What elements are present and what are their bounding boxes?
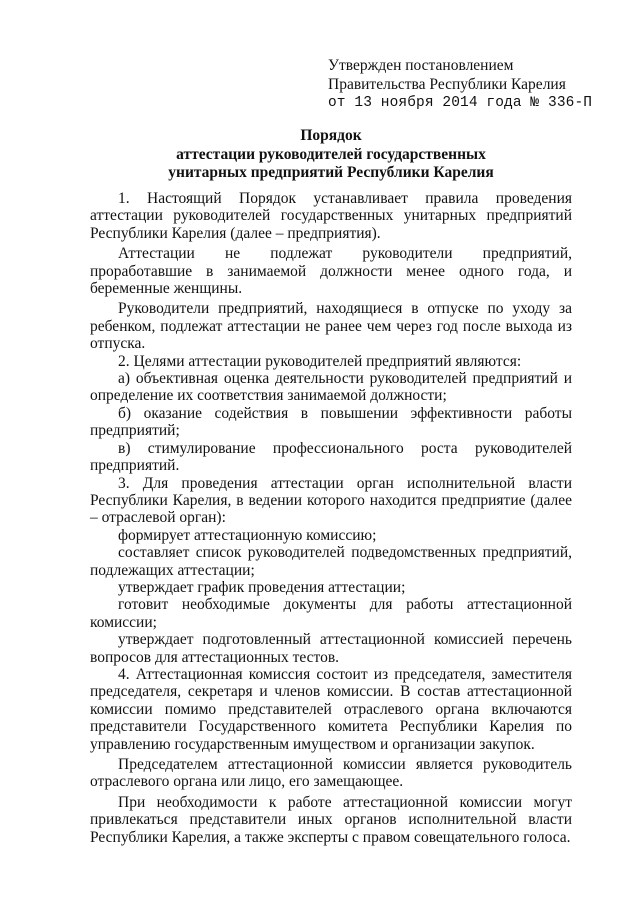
- paragraph: 4. Аттестационная комиссия состоит из председателя, заместителя председателя, секретаря и членов комиссии. В состав аттестационной комиссии помимо представителей отраслевого органа включаются представители Государственного комитета Республики Карелия по управлению государственным имуществом и организации закупок.: [90, 665, 572, 753]
- title-line-1: Порядок: [300, 127, 362, 144]
- paragraph: утверждает график проведения аттестации;: [118, 578, 406, 596]
- paragraph: готовит необходимые документы для работы аттестационной комиссии;: [90, 596, 572, 631]
- paragraph: формирует аттестационную комиссию;: [118, 526, 377, 544]
- document-body: [90, 190, 572, 846]
- paragraph: Аттестации не подлежат руководители предприятий, проработавшие в занимаемой должности менее одного года, и беременные женщины.: [90, 245, 572, 298]
- paragraph: При необходимости к работе аттестационной комиссии могут привлекаться представители иных органов исполнительной власти Республики Карелия, а также эксперты с правом совещательного голоса.: [90, 793, 572, 846]
- document-title: [90, 127, 572, 183]
- approval-line-3: от 13 ноября 2014 года № 336-П: [328, 95, 593, 111]
- title-line-3: унитарных предприятий Республики Карелия: [168, 164, 494, 181]
- paragraph: в) стимулирование профессионального роста руководителей предприятий.: [90, 439, 572, 475]
- paragraph: утверждает подготовленный аттестационной комиссией перечень вопросов для аттестационных тестов.: [90, 631, 572, 666]
- title-line-2: аттестации руководителей государственных: [176, 145, 486, 163]
- approval-line-2: Правительства Республики Карелия: [328, 75, 566, 93]
- paragraph: Председателем аттестационной комиссии является руководитель отраслевого органа или лицо, его замещающее.: [90, 756, 572, 791]
- paragraph: 3. Для проведения аттестации орган исполнительной власти Республики Карелия, в ведении которого находится предприятие (далее – отраслевой орган):: [90, 474, 572, 527]
- approval-stamp: [328, 57, 628, 113]
- paragraph: а) объективная оценка деятельности руководителей предприятий и определение их соответствия занимаемой должности;: [90, 370, 572, 405]
- paragraph: 2. Целями аттестации руководителей предприятий являются:: [118, 352, 522, 370]
- paragraph: 1. Настоящий Порядок устанавливает правила проведения аттестации руководителей государственных унитарных предприятий Республики Карелия (далее – предприятия).: [90, 190, 572, 242]
- paragraph: составляет список руководителей подведомственных предприятий, подлежащих аттестации;: [90, 544, 572, 579]
- paragraph: Руководители предприятий, находящиеся в отпуске по уходу за ребенком, подлежат аттестации не ранее чем через год после выхода из отпуска.: [90, 300, 572, 353]
- approval-line-1: Утвержден постановлением: [328, 57, 514, 74]
- paragraph: б) оказание содействия в повышении эффективности работы предприятий;: [90, 404, 572, 440]
